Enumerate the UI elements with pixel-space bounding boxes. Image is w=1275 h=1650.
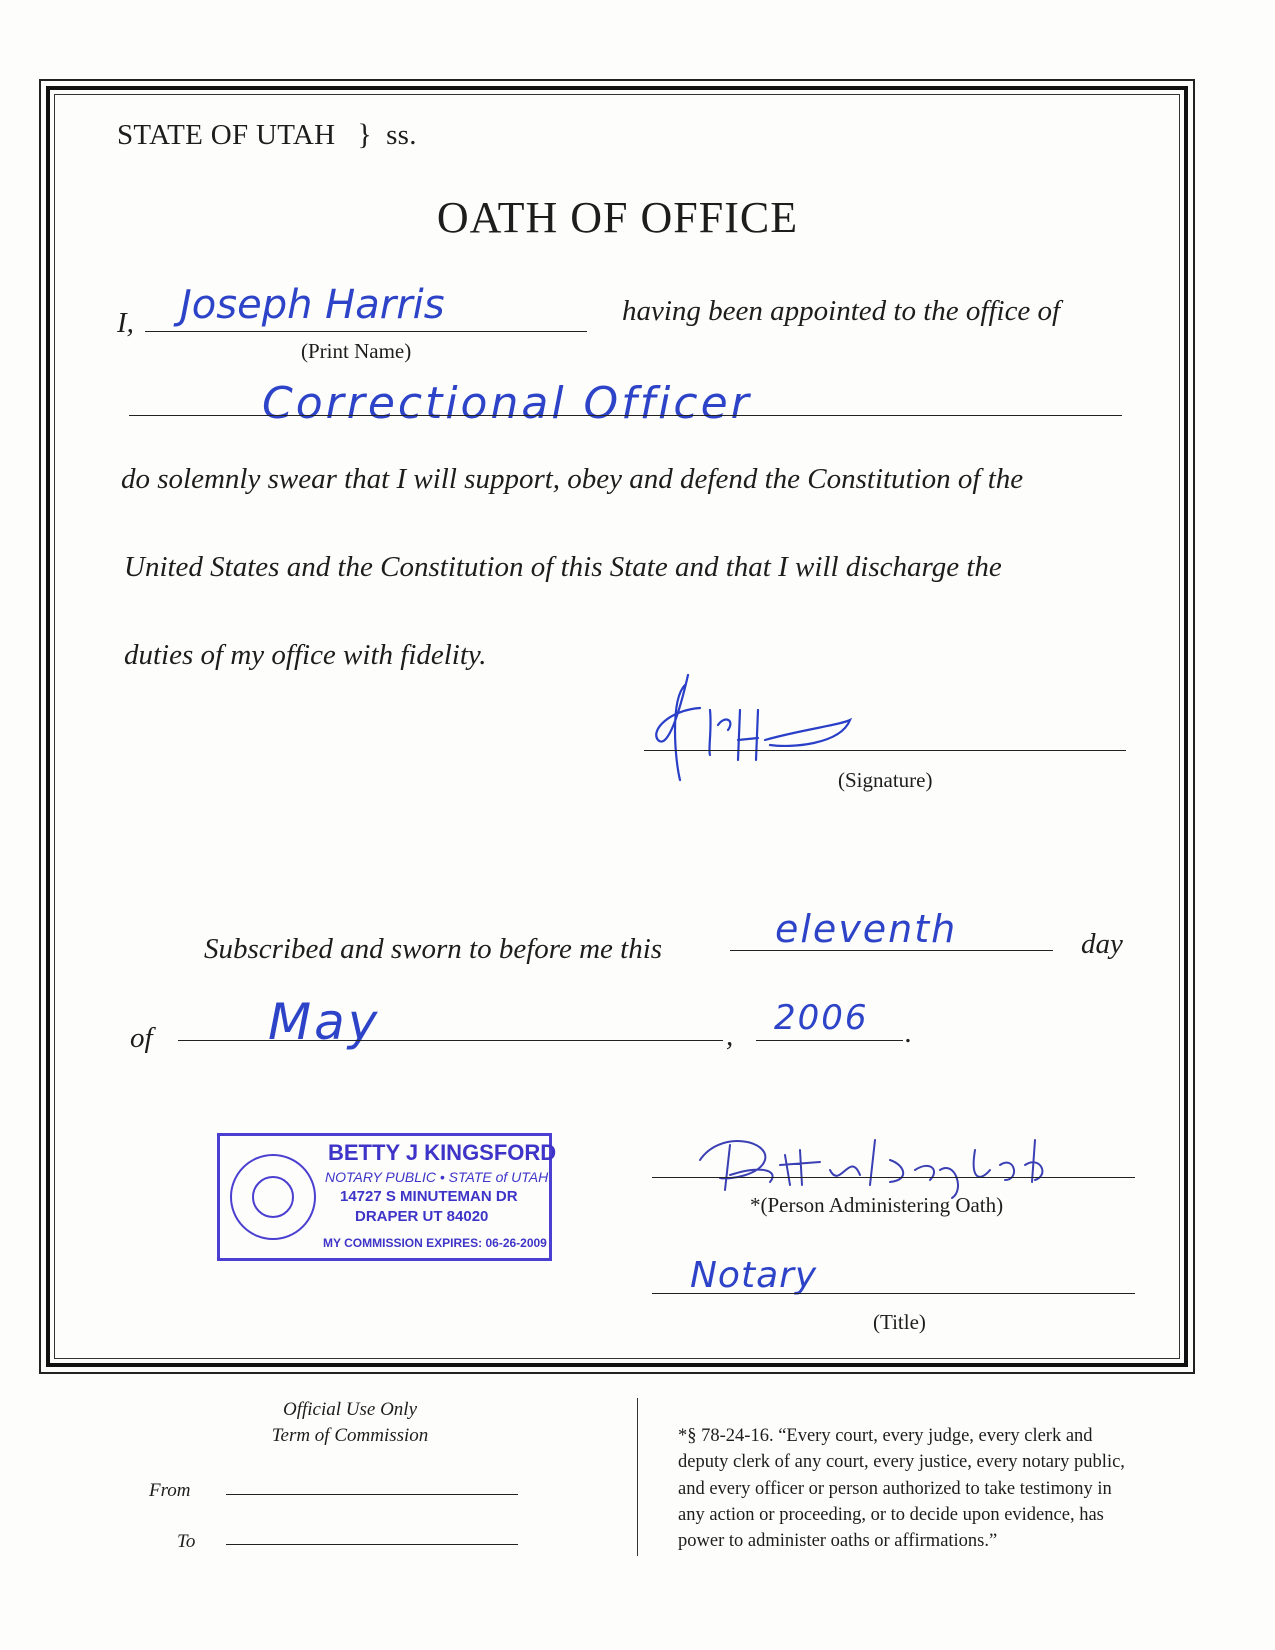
notary-title: NOTARY PUBLIC • STATE of UTAH [325,1169,549,1185]
statute-line-5: power to administer oaths or affirmations.” [678,1531,998,1552]
comma: , [726,1020,734,1052]
official-use-heading: Official Use Only [282,1399,418,1420]
print-name-value: Joseph Harris [180,282,445,328]
statute-line-1: *§ 78-24-16. “Every court, every judge, every clerk and [678,1426,1093,1446]
statute-line-4: any action or proceeding, or to decide upon evidence, has [678,1504,1104,1525]
oath-line-1: do solemnly swear that I will support, obey and defend the Constitution of the [121,463,1024,495]
year-value: 2006 [774,998,869,1038]
notary-address: 14727 S MINUTEMAN DR [340,1188,518,1205]
print-name-caption: (Print Name) [301,339,412,363]
administering-signature [690,1120,1080,1200]
from-line [226,1494,518,1495]
appointed-text: having been appointed to the office of [622,295,1061,327]
print-name-line [145,331,587,332]
commission-expiry: MY COMMISSION EXPIRES: 06-26-2009 [323,1236,547,1250]
term-of-commission: Term of Commission [271,1425,429,1446]
period: . [905,1017,913,1049]
administering-line [652,1177,1135,1178]
day-value: eleventh [775,907,958,951]
statute-note [678,1423,1198,1554]
signature-line [644,750,1126,751]
month-value: May [268,993,381,1051]
i-text: I, [117,307,134,339]
of-text: of [130,1022,153,1054]
from-label: From [149,1480,191,1501]
to-label: To [177,1531,196,1552]
ss-text: ss. [386,119,417,151]
state-heading [117,118,417,152]
state-seal [230,1154,316,1240]
title-line [652,1293,1135,1294]
document-title: OATH OF OFFICE [436,193,799,242]
notary-city: DRAPER UT 84020 [355,1208,489,1225]
oath-line-3: duties of my office with fidelity. [124,639,487,671]
office-line [129,415,1122,416]
day-text: day [1081,928,1123,960]
title-value: Notary [690,1255,818,1296]
title-caption: (Title) [873,1310,926,1334]
notary-stamp [217,1133,557,1261]
statute-line-3: and every officer or person authorized to take testimony in [678,1478,1112,1499]
office-value: Correctional Officer [262,378,752,429]
statute-line-2: deputy clerk of any court, every justice, every notary public, [678,1452,1125,1473]
administering-caption: *(Person Administering Oath) [750,1193,1004,1217]
official-use-block [250,1397,450,1449]
subscribed-text: Subscribed and sworn to before me this [204,933,663,965]
to-line [226,1544,518,1545]
oath-line-2: United States and the Constitution of this State and that I will discharge the [124,551,1002,583]
notary-name: BETTY J KINGSFORD [328,1140,557,1165]
state-name: STATE OF UTAH [117,119,336,151]
day-line [730,950,1053,951]
signature-caption: (Signature) [838,768,933,792]
year-line [756,1040,903,1041]
month-line [178,1040,723,1041]
brace: } [357,118,373,151]
footer-divider [637,1398,638,1556]
